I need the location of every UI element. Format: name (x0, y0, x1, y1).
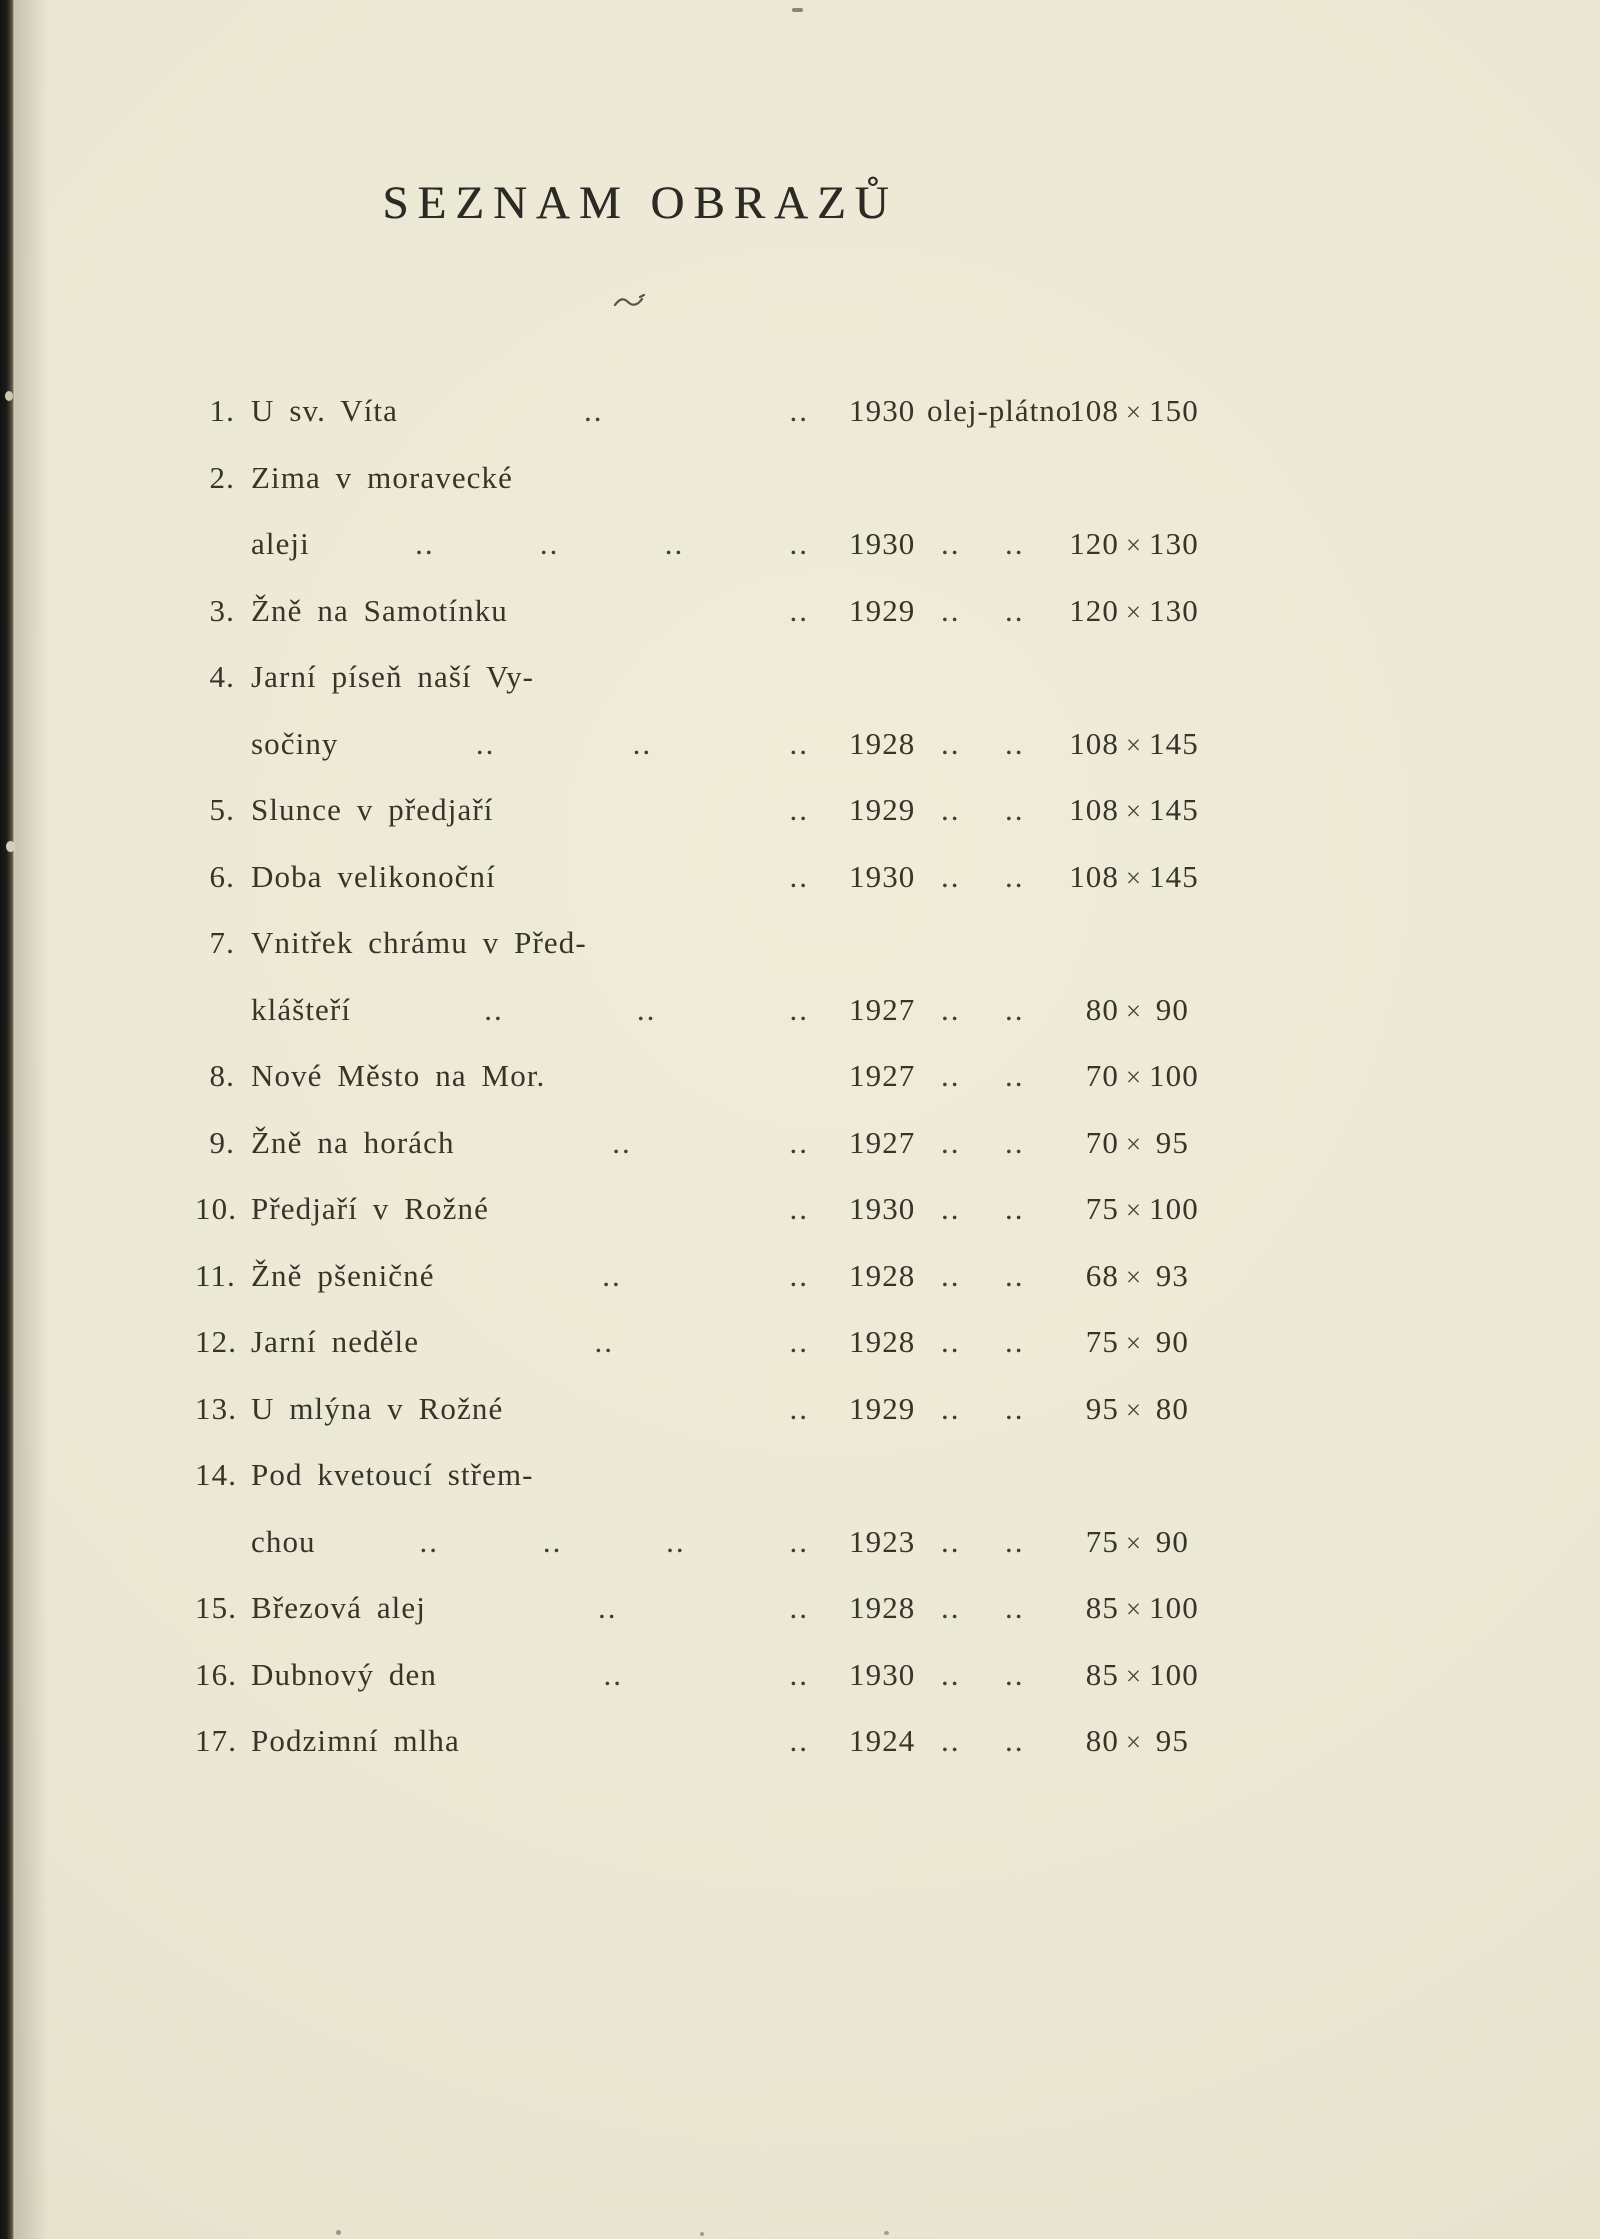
leader-dots: .. (941, 991, 961, 1027)
item-size (1067, 393, 1199, 429)
leader-dots: .. (789, 1257, 809, 1293)
item-size-height: 80 (1155, 1390, 1189, 1426)
item-size-height: 100 (1149, 1590, 1199, 1626)
times-sign: × (1125, 1128, 1143, 1159)
item-title-cell (251, 792, 849, 828)
item-number: 5. (209, 792, 235, 828)
item-title-cell (251, 992, 849, 1028)
leader-dots: .. (419, 1523, 439, 1559)
leader-dots: .. (789, 1723, 809, 1759)
item-number: 1. (209, 393, 235, 429)
list-row (195, 511, 1199, 578)
item-size (1067, 1058, 1199, 1094)
item-title: U sv. Víta (251, 393, 398, 429)
list-row (195, 378, 1199, 445)
times-sign: × (1125, 1062, 1143, 1093)
leader-dots: .. (941, 1058, 961, 1094)
item-number: 2. (209, 459, 235, 495)
list-row (195, 711, 1199, 778)
scan-speck (6, 841, 15, 852)
item-title-cell (251, 1524, 849, 1560)
item-size (1067, 1524, 1189, 1560)
list-row (195, 844, 1199, 911)
item-size-height: 145 (1149, 792, 1199, 828)
item-number: 9. (209, 1124, 235, 1160)
times-sign: × (1125, 1660, 1143, 1691)
item-size-width: 70 (1085, 1124, 1119, 1160)
item-year: 1923 (849, 1523, 916, 1559)
leader-dots: .. (1005, 1723, 1025, 1759)
leader-dots: .. (1005, 792, 1025, 828)
item-title: klášteří (251, 991, 352, 1027)
item-size (1067, 992, 1189, 1028)
times-sign: × (1125, 397, 1143, 428)
item-size-height: 90 (1155, 991, 1189, 1027)
list-row (195, 578, 1199, 645)
list-row (195, 1376, 1195, 1443)
item-title: Dubnový den (251, 1656, 437, 1692)
item-title-cell (251, 1590, 849, 1626)
item-size-width: 75 (1085, 1191, 1119, 1227)
item-size-height: 90 (1155, 1523, 1189, 1559)
leader-dots: .. (941, 1324, 961, 1360)
item-title-cell (251, 526, 849, 562)
item-size-width: 108 (1069, 792, 1119, 828)
item-size (1067, 592, 1199, 629)
leader-dots: .. (1005, 1257, 1025, 1293)
item-size-width: 108 (1069, 393, 1119, 429)
item-size-width: 70 (1085, 1058, 1119, 1094)
item-year: 1928 (849, 725, 916, 761)
leader-dots: .. (1005, 858, 1025, 894)
item-number: 12. (195, 1324, 238, 1360)
leader-dots: .. (1005, 991, 1025, 1027)
item-number: 17. (195, 1723, 238, 1759)
item-size (1067, 792, 1199, 828)
item-title-first-line: Vnitřek chrámu v Před- (251, 925, 587, 961)
item-title-first-line: Zima v moravecké (251, 459, 513, 495)
item-size (1067, 1191, 1199, 1227)
item-year: 1927 (849, 1124, 916, 1160)
item-year: 1924 (849, 1723, 916, 1759)
item-year: 1929 (849, 792, 916, 828)
leader-dots: .. (789, 1324, 809, 1360)
item-title-cell (251, 1657, 849, 1693)
item-title: chou (251, 1523, 316, 1559)
leader-dots: .. (1005, 725, 1025, 761)
item-size-width: 108 (1069, 858, 1119, 894)
item-size (1067, 526, 1199, 562)
item-size-height: 90 (1155, 1324, 1189, 1360)
item-number: 8. (209, 1058, 235, 1094)
leader-dots: .. (941, 526, 961, 562)
item-year: 1930 (849, 858, 916, 894)
item-size-height: 95 (1155, 1124, 1189, 1160)
leader-dots: .. (1005, 1523, 1025, 1559)
item-number: 7. (209, 925, 235, 961)
scan-speck (700, 2232, 704, 2236)
item-year: 1930 (849, 393, 916, 429)
item-year: 1928 (849, 1324, 916, 1360)
item-size-width: 120 (1069, 526, 1119, 562)
item-title: U mlýna v Rožné (251, 1390, 504, 1426)
leader-dots: .. (1005, 1058, 1025, 1094)
item-size-height: 95 (1155, 1723, 1189, 1759)
times-sign: × (1125, 862, 1143, 893)
leader-dots: .. (475, 725, 496, 761)
leader-dots: .. (941, 1191, 961, 1227)
list-row (195, 644, 1195, 711)
item-size-height: 130 (1149, 592, 1199, 628)
item-year: 1928 (849, 1590, 916, 1626)
list-row (195, 977, 1195, 1044)
item-year: 1930 (849, 526, 916, 562)
item-title-first-line: Pod kvetoucí střem- (251, 1457, 534, 1493)
item-title: Předjaří v Rožné (251, 1191, 489, 1227)
leader-dots: .. (789, 1590, 809, 1626)
item-size-height: 130 (1149, 526, 1199, 562)
list-row (195, 777, 1199, 844)
item-number: 14. (195, 1457, 238, 1493)
leader-dots: .. (597, 1590, 618, 1626)
leader-dots: .. (415, 526, 435, 562)
page-title: SEZNAM OBRAZŮ (382, 177, 898, 229)
item-size-width: 80 (1085, 991, 1119, 1027)
item-title-first-line: Jarní píseň naší Vy- (251, 659, 535, 695)
leader-dots: .. (789, 792, 809, 828)
item-title: Žně na Samotínku (251, 592, 508, 628)
list-row (195, 1642, 1199, 1709)
item-title: Žně pšeničné (251, 1257, 435, 1293)
item-size (1067, 1258, 1189, 1294)
leader-dots: .. (602, 1257, 622, 1293)
item-size (1067, 1590, 1199, 1626)
item-medium: olej-plátno (927, 393, 1073, 429)
item-title: Březová alej (251, 1590, 426, 1626)
leader-dots: .. (941, 592, 961, 628)
item-title-cell (251, 393, 849, 429)
item-size-width: 85 (1085, 1656, 1119, 1692)
times-sign: × (1125, 1527, 1143, 1558)
leader-dots: .. (1005, 1324, 1025, 1360)
item-size-width: 85 (1085, 1590, 1119, 1626)
item-size-height: 145 (1149, 725, 1199, 761)
item-size (1067, 1391, 1189, 1427)
leader-dots: .. (789, 725, 809, 761)
item-number: 11. (195, 1257, 236, 1293)
leader-dots: .. (594, 1324, 615, 1360)
item-title: Žně na horách (251, 1124, 455, 1160)
item-title-cell (251, 859, 849, 895)
leader-dots: .. (603, 1656, 623, 1692)
times-sign: × (1125, 729, 1143, 760)
item-size-width: 75 (1085, 1324, 1119, 1360)
item-title: Doba velikonoční (251, 858, 496, 894)
leader-dots: .. (664, 526, 685, 562)
list-row (195, 1176, 1199, 1243)
item-size-width: 108 (1069, 725, 1119, 761)
leader-dots: .. (789, 526, 809, 562)
leader-dots: .. (789, 1390, 809, 1426)
item-size (1067, 1656, 1199, 1693)
list-row (195, 445, 1195, 512)
leader-dots: .. (1005, 1191, 1025, 1227)
leader-dots: .. (484, 991, 504, 1027)
scan-speck (336, 2230, 341, 2235)
item-number: 10. (195, 1191, 238, 1227)
item-size-height: 100 (1149, 1656, 1199, 1692)
leader-dots: .. (941, 1390, 961, 1426)
item-title: aleji (251, 526, 310, 562)
list-row (195, 1309, 1195, 1376)
leader-dots: .. (941, 1523, 961, 1559)
item-size-width: 120 (1069, 592, 1119, 628)
leader-dots: .. (1005, 592, 1025, 628)
leader-dots: .. (941, 1723, 961, 1759)
leader-dots: .. (941, 1124, 961, 1160)
item-size (1067, 1723, 1189, 1759)
item-size-height: 100 (1149, 1058, 1199, 1094)
item-title-cell (251, 1258, 849, 1294)
item-number: 13. (195, 1390, 238, 1426)
item-year: 1927 (849, 991, 916, 1027)
leader-dots: .. (1005, 1390, 1025, 1426)
times-sign: × (1125, 530, 1143, 561)
leader-dots: .. (789, 1523, 809, 1559)
item-year: 1930 (849, 1191, 916, 1227)
leader-dots: .. (789, 1124, 809, 1160)
list-row (195, 1110, 1195, 1177)
item-size (1067, 1125, 1189, 1161)
list-row (195, 1509, 1195, 1576)
item-title-cell (251, 1723, 849, 1759)
times-sign: × (1125, 596, 1143, 627)
leader-dots: .. (1005, 1590, 1025, 1626)
item-number: 16. (195, 1656, 238, 1692)
item-title-cell (251, 1191, 849, 1227)
times-sign: × (1125, 995, 1143, 1026)
item-title-cell (251, 1324, 849, 1360)
leader-dots: .. (636, 991, 657, 1027)
list-row (195, 1442, 1195, 1509)
scan-speck (5, 391, 13, 401)
leader-dots: .. (539, 526, 560, 562)
times-sign: × (1125, 1727, 1143, 1758)
item-size-width: 75 (1085, 1523, 1119, 1559)
book-gutter-shadow (0, 0, 15, 2239)
leader-dots: .. (542, 1523, 563, 1559)
item-title-cell (251, 1125, 849, 1161)
item-size (1067, 858, 1199, 895)
list-row (195, 1243, 1195, 1310)
times-sign: × (1125, 1328, 1143, 1359)
item-size (1067, 725, 1199, 762)
item-number: 4. (209, 659, 235, 695)
item-year: 1927 (849, 1058, 916, 1094)
leader-dots: .. (666, 1523, 686, 1559)
item-title-cell (251, 726, 849, 762)
leader-dots: .. (941, 1656, 961, 1692)
item-size-width: 80 (1085, 1723, 1119, 1759)
list-row (195, 1575, 1199, 1642)
leader-dots: .. (941, 1590, 961, 1626)
leader-dots: .. (789, 858, 809, 894)
scan-speck (884, 2231, 889, 2235)
picture-list (195, 378, 1199, 1775)
list-row (195, 1708, 1195, 1775)
page-content (195, 0, 1199, 1775)
item-title: Slunce v předjaří (251, 792, 494, 828)
leader-dots: .. (1005, 1124, 1025, 1160)
item-title: Jarní neděle (251, 1324, 420, 1360)
item-year: 1928 (849, 1257, 916, 1293)
item-number: 3. (209, 592, 235, 628)
item-title: Podzimní mlha (251, 1723, 460, 1759)
leader-dots: .. (941, 725, 961, 761)
leader-dots: .. (632, 725, 653, 761)
item-size-height: 145 (1149, 858, 1199, 894)
item-size-width: 95 (1085, 1390, 1119, 1426)
fleuron-ornament-icon (613, 292, 1195, 318)
times-sign: × (1125, 1394, 1143, 1425)
list-row (195, 910, 1195, 977)
item-number: 15. (195, 1590, 238, 1626)
leader-dots: .. (612, 1124, 632, 1160)
item-size-width: 68 (1085, 1257, 1119, 1293)
item-year: 1929 (849, 592, 916, 628)
leader-dots: .. (789, 592, 809, 628)
item-title: sočiny (251, 725, 339, 761)
times-sign: × (1125, 1594, 1143, 1625)
item-title-cell (251, 1391, 849, 1427)
list-row (195, 1043, 1199, 1110)
item-title-cell (251, 593, 849, 629)
times-sign: × (1125, 1195, 1143, 1226)
leader-dots: .. (789, 393, 809, 429)
item-size-height: 93 (1155, 1257, 1189, 1293)
item-title: Nové Město na Mor. (251, 1058, 546, 1094)
leader-dots: .. (584, 393, 604, 429)
item-size-height: 150 (1149, 393, 1199, 429)
leader-dots: .. (941, 1257, 961, 1293)
item-number: 6. (209, 858, 235, 894)
item-title-cell (251, 1058, 849, 1094)
item-size-height: 100 (1149, 1191, 1199, 1227)
item-year: 1929 (849, 1390, 916, 1426)
times-sign: × (1125, 1261, 1143, 1292)
times-sign: × (1125, 796, 1143, 827)
leader-dots: .. (789, 1191, 809, 1227)
leader-dots: .. (1005, 1656, 1025, 1692)
book-gutter-soft-shadow (15, 0, 49, 2239)
leader-dots: .. (1005, 526, 1025, 562)
leader-dots: .. (789, 1656, 809, 1692)
leader-dots: .. (941, 792, 961, 828)
item-year: 1930 (849, 1656, 916, 1692)
leader-dots: .. (789, 991, 809, 1027)
leader-dots: .. (941, 858, 961, 894)
item-size (1067, 1324, 1189, 1360)
